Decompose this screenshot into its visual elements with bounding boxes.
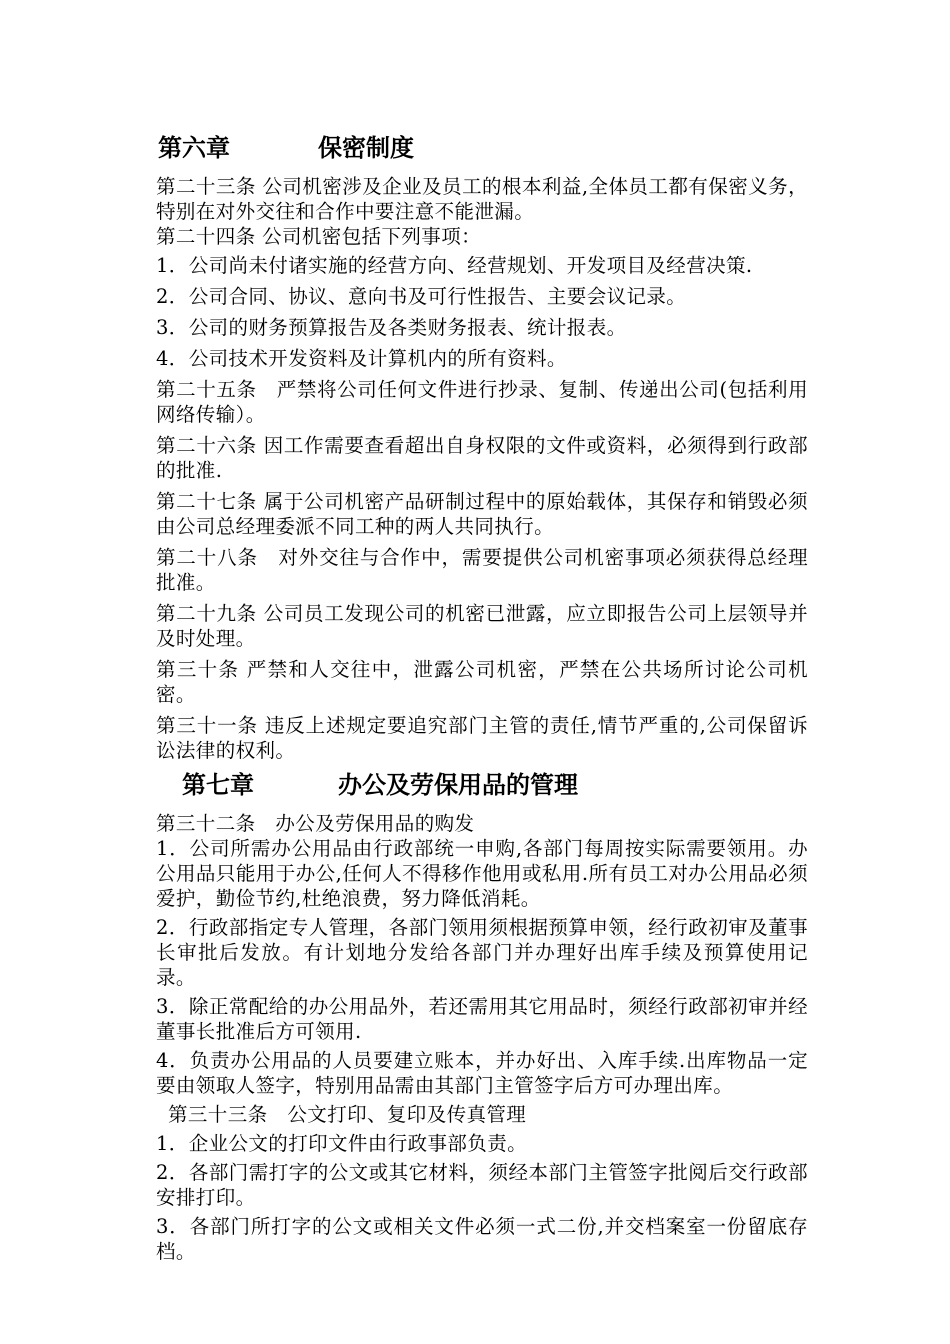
list-item: 2．公司合同、协议、意向书及可行性报告、主要会议记录。 (156, 285, 687, 308)
chapter-7-body (144, 811, 808, 1264)
list-item: 2．行政部指定专人管理，各部门领用须根据预算申领，经行政初审及董事长审批后发放。有计划地分发给各部门并办理好出库手续及预算使用记录。 (156, 916, 808, 989)
chapter-6-heading (144, 128, 808, 168)
article-30: 第三十条 严禁和人交往中，泄露公司机密，严禁在公共场所讨论公司机密。 (156, 658, 808, 706)
article-32: 第三十二条 办公及劳保用品的购发 (156, 812, 475, 835)
article-24: 第二十四条 公司机密包括下列事项： (156, 225, 481, 248)
chapter-title: 保密制度 (318, 134, 414, 162)
article-26: 第二十六条 因工作需要查看超出自身权限的文件或资料，必须得到行政部的批准. (156, 434, 808, 482)
article-33: 第三十三条 公文打印、复印及传真管理 (168, 1103, 527, 1126)
chapter-title: 办公及劳保用品的管理 (338, 771, 578, 799)
chapter-number: 第七章 (182, 771, 254, 799)
article-27: 第二十七条 属于公司机密产品研制过程中的原始载体，其保存和销毁必须由公司总经理委派不同工种的两人共同执行。 (156, 490, 808, 538)
article-23: 第二十三条 公司机密涉及企业及员工的根本利益,全体员工都有保密义务，特别在对外交往和合作中要注意不能泄漏。 (156, 175, 808, 223)
article-25: 第二十五条 严禁将公司任何文件进行抄录、复制、传递出公司(包括利用网络传输）。 (156, 378, 808, 426)
article-29: 第二十九条 公司员工发现公司的机密已泄露，应立即报告公司上层领导并及时处理。 (156, 602, 808, 650)
list-item: 1．公司尚未付诸实施的经营方向、经营规划、开发项目及经营决策. (156, 254, 753, 277)
article-28: 第二十八条 对外交往与合作中，需要提供公司机密事项必须获得总经理批准。 (156, 546, 808, 594)
chapter-number: 第六章 (158, 134, 230, 162)
list-item: 1．公司所需办公用品由行政部统一申购,各部门每周按实际需要领用。办公用品只能用于办公,任何人不得移作他用或私用.所有员工对办公用品必须爱护，勤俭节约,杜绝浪费，努力降低消耗。 (156, 837, 808, 910)
list-item: 1．企业公文的打印文件由行政事部负责。 (156, 1132, 528, 1155)
list-item: 3．各部门所打字的公文或相关文件必须一式二份,并交档案室一份留底存档。 (156, 1215, 808, 1263)
article-31: 第三十一条 违反上述规定要追究部门主管的责任,情节严重的,公司保留诉讼法律的权利。 (156, 714, 808, 762)
chapter-7-heading (144, 765, 808, 805)
document-page (144, 128, 808, 1264)
list-item: 4．负责办公用品的人员要建立账本，并办好出、入库手续.出库物品一定要由领取人签字，特别用品需由其部门主管签字后方可办理出库。 (156, 1049, 808, 1097)
chapter-6-body (144, 174, 808, 763)
list-item: 2．各部门需打字的公文或其它材料，须经本部门主管签字批阅后交行政部安排打印。 (156, 1161, 808, 1209)
list-item: 3．除正常配给的办公用品外，若还需用其它用品时，须经行政部初审并经董事长批准后方可领用. (156, 995, 808, 1043)
list-item: 4．公司技术开发资料及计算机内的所有资料。 (156, 347, 567, 370)
list-item: 3．公司的财务预算报告及各类财务报表、统计报表。 (156, 316, 627, 339)
